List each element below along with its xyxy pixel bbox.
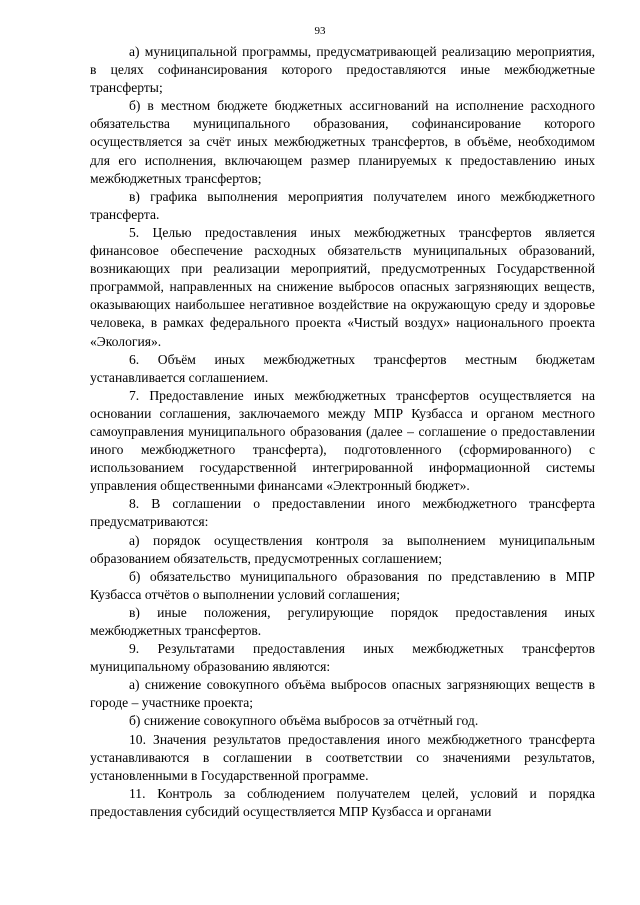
document-body bbox=[90, 43, 595, 821]
paragraph-8b: б) обязательство муниципального образования по представлению в МПР Кузбасса отчётов о выполнении условий соглашения; bbox=[90, 568, 595, 602]
paragraph-6: 6. Объём иных межбюджетных трансфертов местным бюджетам устанавливается соглашением. bbox=[90, 351, 595, 385]
paragraph-10: 10. Значения результатов предоставления иного межбюджетного трансферта устанавливаются в соглашении в соответствии со значениями результатов, установленными в Государственной программе. bbox=[90, 731, 595, 783]
page-number: 93 bbox=[314, 25, 326, 37]
paragraph-8: 8. В соглашении о предоставлении иного межбюджетного трансферта предусматриваются: bbox=[90, 496, 595, 530]
paragraph-11: 11. Контроль за соблюдением получателем целей, условий и порядка предоставления субсидий осуществляется МПР Кузбасса и органами bbox=[90, 785, 595, 819]
paragraph-8c: в) иные положения, регулирующие порядок предоставления иных межбюджетных трансфертов. bbox=[90, 604, 595, 638]
paragraph-9: 9. Результатами предоставления иных межбюджетных трансфертов муниципальному образованию являются: bbox=[90, 641, 595, 675]
paragraph-5: 5. Целью предоставления иных межбюджетных трансфертов является финансовое обеспечение расходных обязательств муниципальных образований, возникающих при реализации мероприятий, предусмотренных Государственной программой, направленных на снижение выбросов опасных загрязняющих веществ, оказывающих наибольшее негативное воздействие на окружающую среду и здоровье человека, в рамках федерального проекта «Чистый воздух» национального проекта «Экология». bbox=[90, 224, 595, 349]
paragraph-9a: а) снижение совокупного объёма выбросов опасных загрязняющих веществ в городе – участнике проекта; bbox=[90, 677, 595, 711]
paragraph-4c: в) графика выполнения мероприятия получателем иного межбюджетного трансферта. bbox=[90, 188, 595, 222]
paragraph-4b: б) в местном бюджете бюджетных ассигнований на исполнение расходного обязательства муниципального образования, софинансирование которого осуществляется за счёт иных межбюджетных трансфертов, в объёме, необходимом для его исполнения, включающем размер планируемых к предоставлению иных межбюджетных трансфертов; bbox=[90, 98, 595, 186]
paragraph-8a: а) порядок осуществления контроля за выполнением муниципальным образованием обязательств, предусмотренных соглашением; bbox=[90, 532, 595, 566]
paragraph-4a: а) муниципальной программы, предусматривающей реализацию мероприятия, в целях софинансирования которого предоставляются иные межбюджетные трансферты; bbox=[90, 44, 595, 96]
paragraph-9b: б) снижение совокупного объёма выбросов за отчётный год. bbox=[129, 713, 479, 729]
paragraph-7: 7. Предоставление иных межбюджетных трансфертов осуществляется на основании соглашения, заключаемого между МПР Кузбасса и органом местного самоуправления муниципального образования (далее – соглашение о предоставлении иного межбюджетного трансферта), подготовленного (сформированного) с использованием государственной интегрированной информационной системы управления общественными финансами «Электронный бюджет». bbox=[90, 387, 595, 494]
